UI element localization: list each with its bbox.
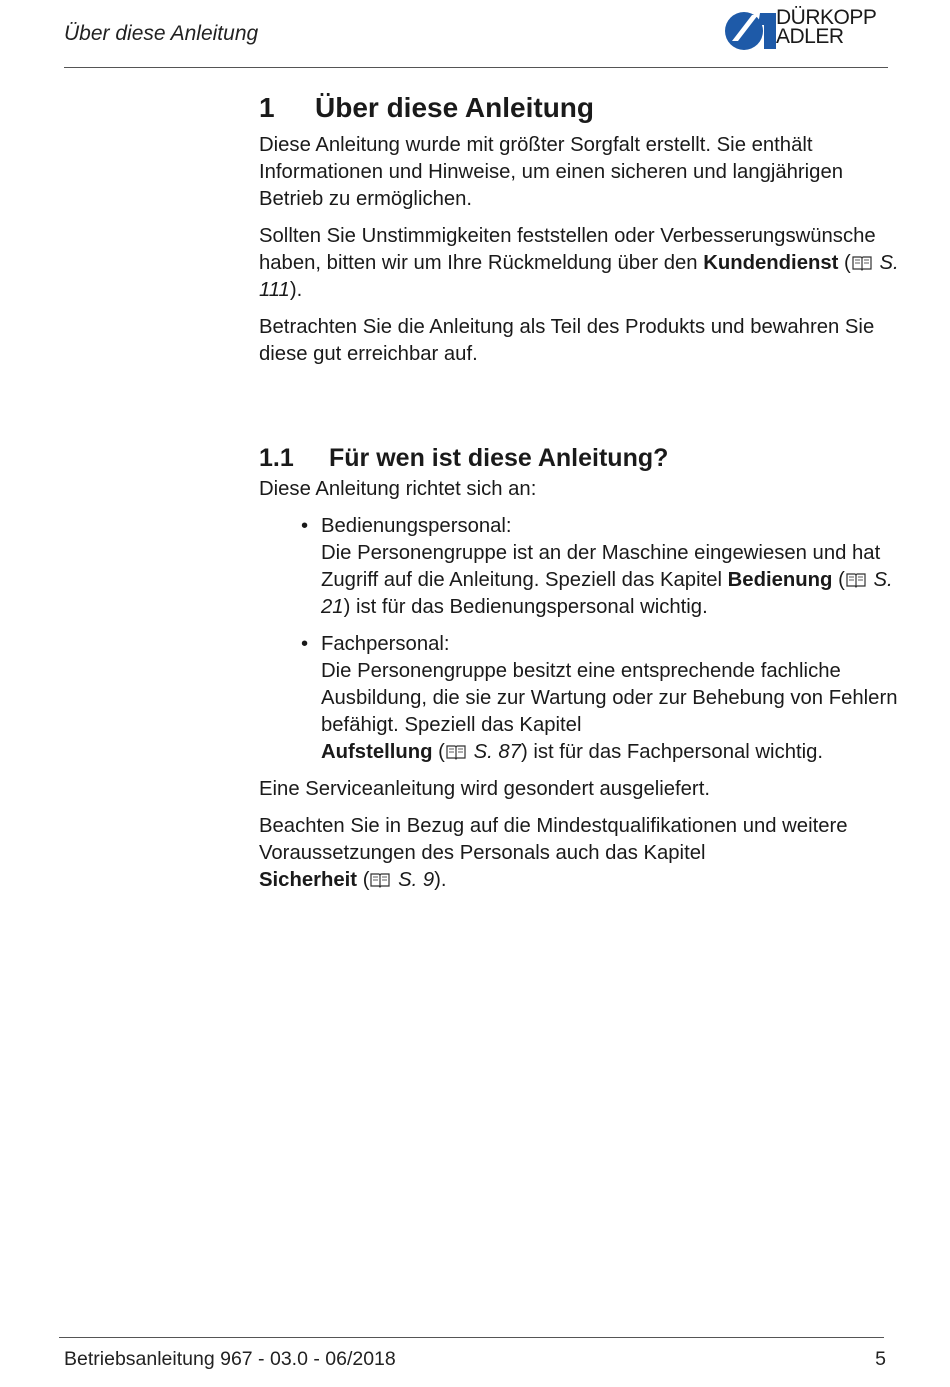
list-item: • Fachpersonal: Die Personengruppe besitzt eine entsprechende fachliche Ausbildung, die sie zur Wartung oder zur Behebung von Fehlern befähigt. Speziell das Kapitel Aufstellung ( S. 87) ist für das Fachpersonal wichtig. [301,633,898,763]
safety-page-link[interactable]: S. 9 [398,869,435,891]
section-1-title: Über diese Anleitung [315,92,595,123]
list-item: • Bedienungspersonal: Die Personengruppe ist an der Maschine eingewiesen und hat Zugriff auf die Anleitung. Speziell das Kapitel Bedienung ( S. 21) ist für das Bedienungspersonal wichtig. [301,515,893,618]
header-divider [64,67,888,68]
safety-chapter-term: Sicherheit [259,869,358,891]
intro-paragraph: Diese Anleitung wurde mit größter Sorgfalt erstellt. Sie enthält Informationen und Hinweise, um einen sicheren und langjährigen Betrieb zu ermöglichen. [259,134,844,210]
audience-list [259,513,899,766]
safety-text: Beachten Sie in Bezug auf die Mindestqualifikationen und weitere Voraussetzungen des Personals auch das Kapitel [259,815,848,864]
keep-manual-paragraph: Betrachten Sie die Anleitung als Teil des Produkts und bewahren Sie diese gut erreichbar auf. [259,316,875,365]
logo-mark-icon [724,11,780,51]
logo-line-1: DÜRKOPP [776,6,877,29]
page-number: 5 [875,1348,886,1370]
page-content [259,88,899,894]
customer-service-page-link[interactable]: S. 111 [259,252,899,301]
book-icon [846,572,866,588]
bullet-marker: • [301,633,309,655]
setup-page-link[interactable]: S. 87 [473,741,521,763]
section-1-number: 1 [259,92,275,123]
duerkopp-adler-logo [724,8,892,52]
book-icon [446,744,466,760]
audience-term: Fachpersonal: [321,633,450,655]
running-header-title: Über diese Anleitung [64,22,259,45]
service-manual-note: Eine Serviceanleitung wird gesondert ausgeliefert. [259,778,710,800]
audience-description: Die Personengruppe besitzt eine entsprechende fachliche Ausbildung, die sie zur Wartung oder zur Behebung von Fehlern befähigt. Speziell das Kapitel [321,660,898,736]
audience-intro: Diese Anleitung richtet sich an: [259,478,537,500]
footer-divider [59,1337,884,1338]
section-1-1-heading [259,440,899,476]
logo-line-2: ADLER [776,25,844,48]
safety-paragraph: Beachten Sie in Bezug auf die Mindestqualifikationen und weitere Voraussetzungen des Personals auch das Kapitel Sicherheit ( S. 9). [259,815,848,891]
operation-page-link[interactable]: S. 21 [321,569,893,618]
section-1-1-title: Für wen ist diese Anleitung? [329,444,669,472]
feedback-text: Sollten Sie Unstimmigkeiten feststellen oder Verbesserungswünsche haben, bitten wir um Ihre Rückmeldung über den [259,225,876,274]
audience-description-end: ist für das Fachpersonal wichtig. [527,741,824,763]
bullet-marker: • [301,515,309,537]
feedback-paragraph: Sollten Sie Unstimmigkeiten feststellen oder Verbesserungswünsche haben, bitten wir um Ihre Rückmeldung über den Kundendienst ( S. 111). [259,225,899,301]
audience-description: Die Personengruppe ist an der Maschine eingewiesen und hat Zugriff auf die Anleitung. Speziell das Kapitel [321,542,881,591]
section-1-1-number: 1.1 [259,444,294,472]
operation-chapter-term: Bedienung [727,569,833,591]
logo-wordmark [776,8,876,46]
customer-service-term: Kundendienst [703,252,839,274]
audience-description-end: ist für das Bedienungspersonal wichtig. [350,596,708,618]
footer-document-info: Betriebsanleitung 967 - 03.0 - 06/2018 [64,1348,396,1370]
section-1-heading [259,88,899,128]
setup-chapter-term: Aufstellung [321,741,433,763]
book-icon [370,872,390,888]
book-icon [852,255,872,271]
audience-term: Bedienungspersonal: [321,515,512,537]
